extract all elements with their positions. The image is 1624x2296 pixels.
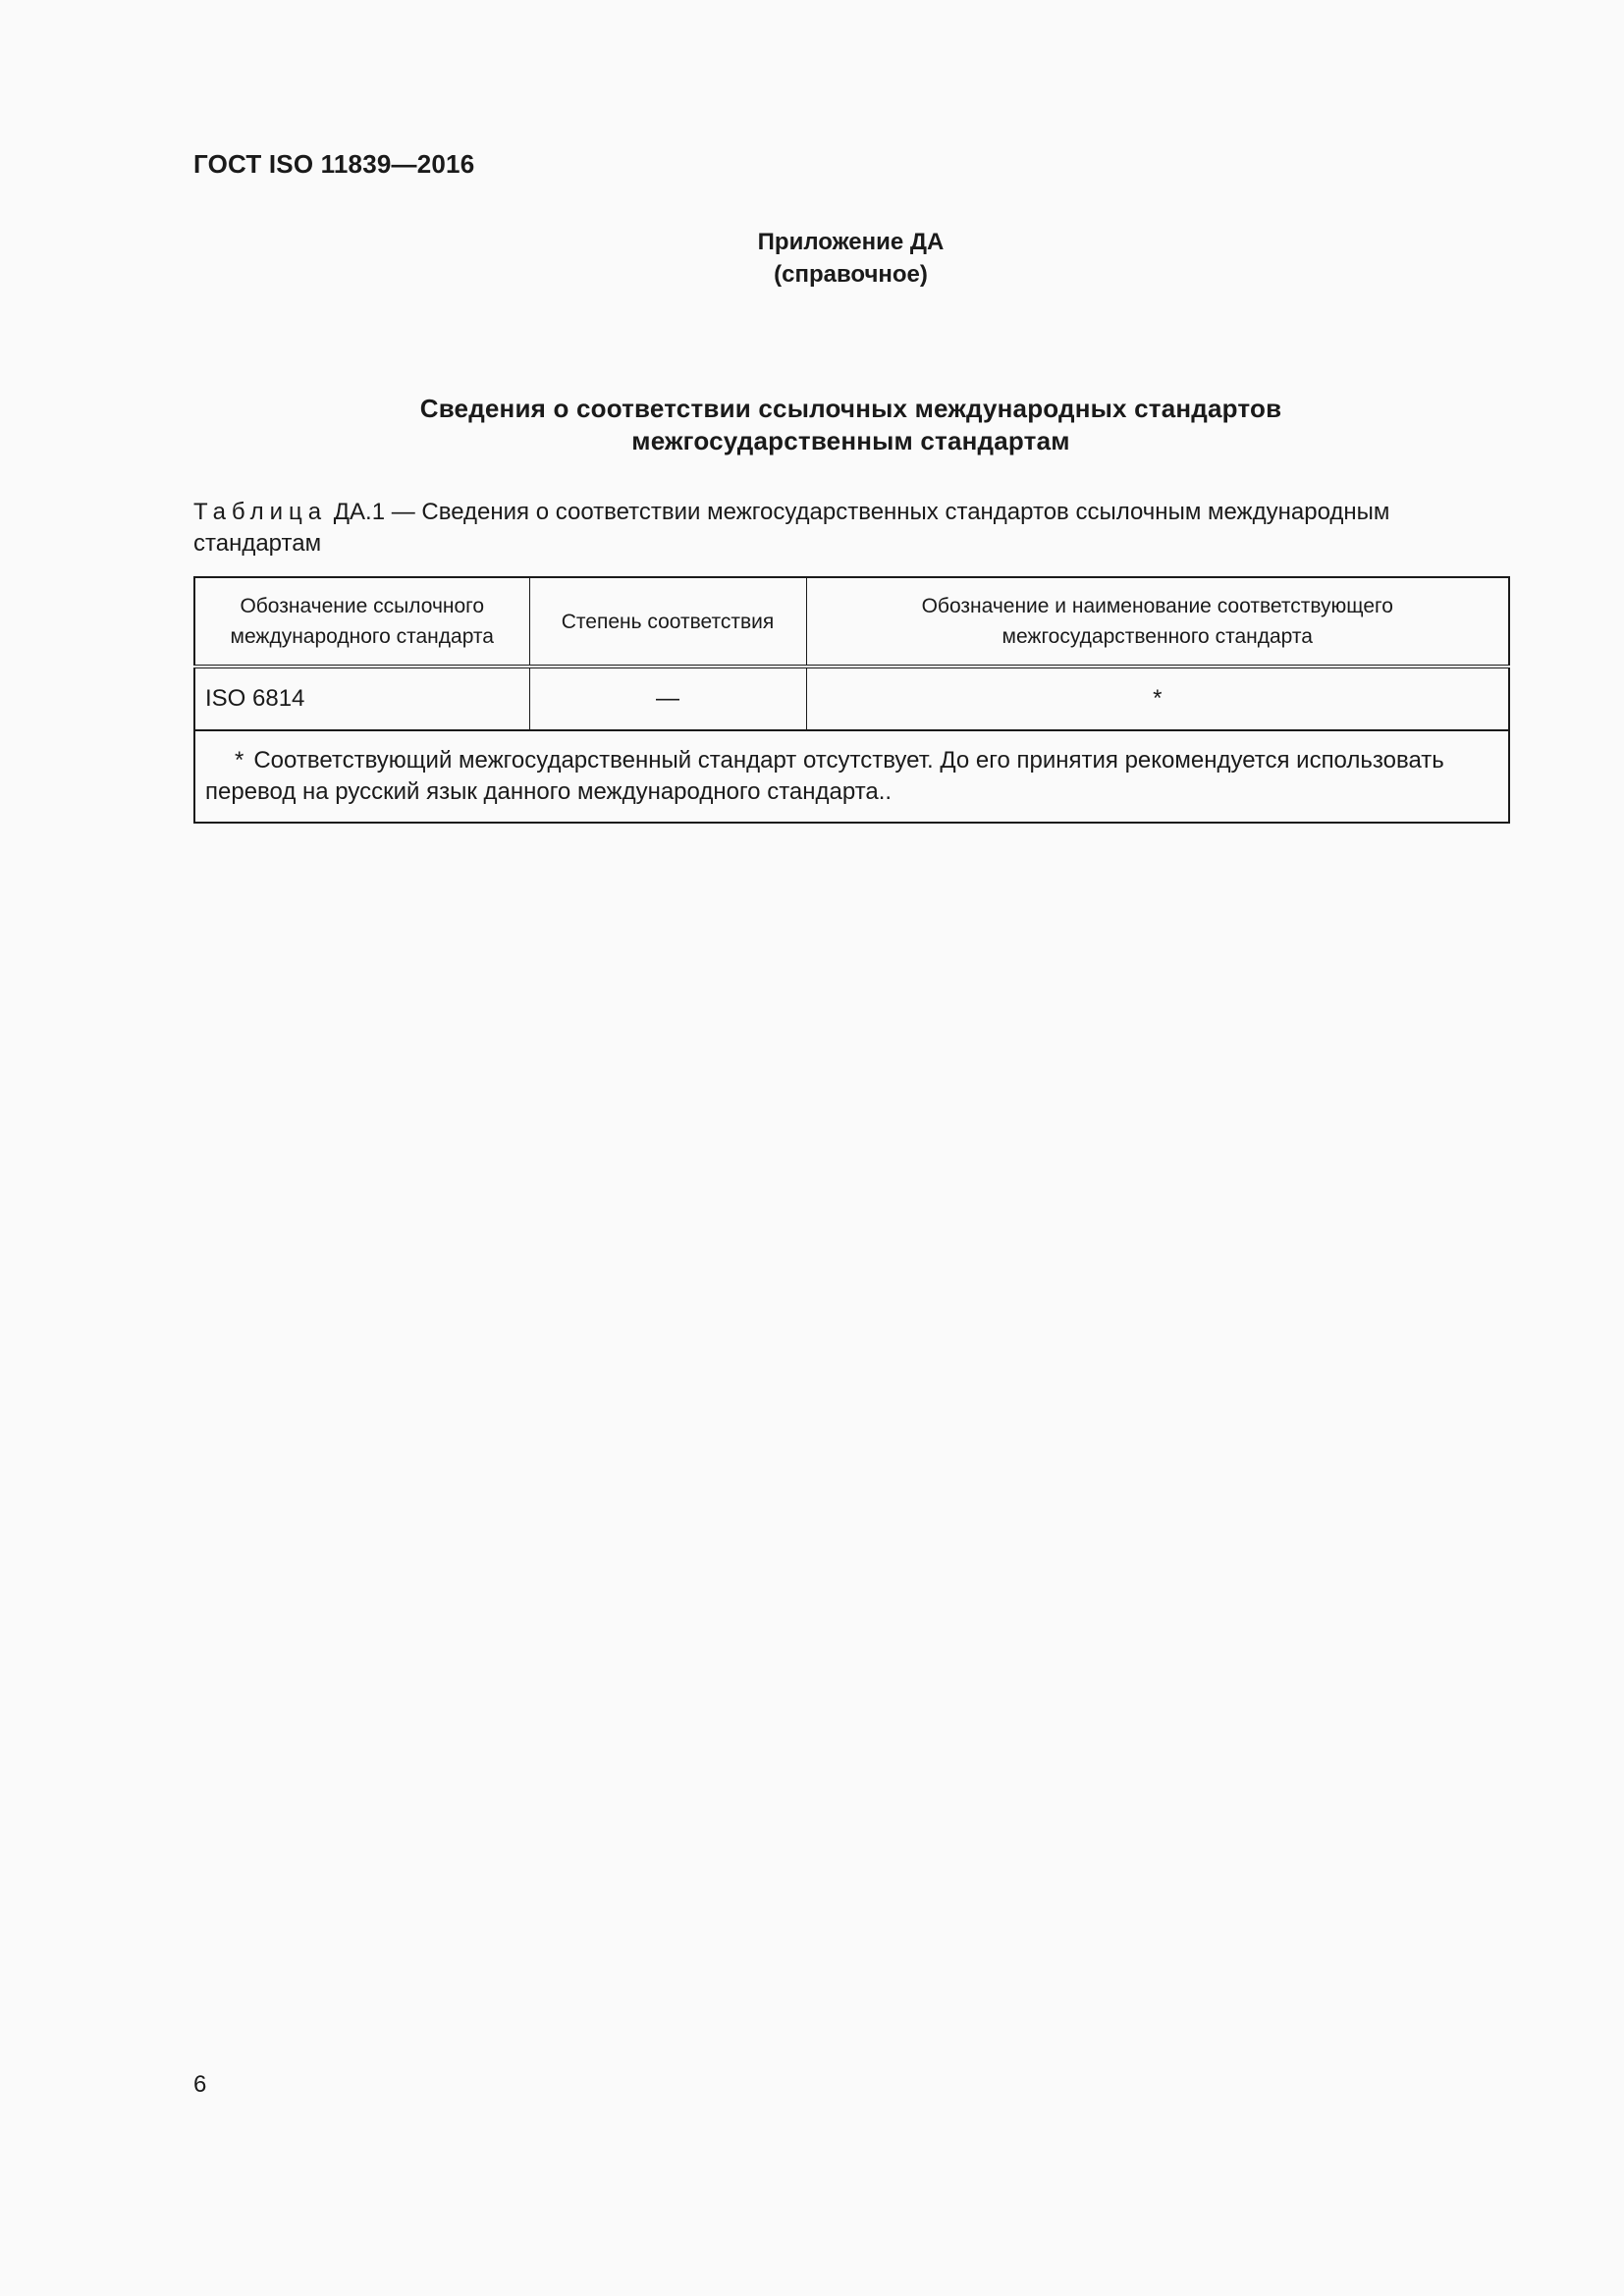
table-caption bbox=[193, 497, 1508, 560]
cell-interstate-standard: * bbox=[806, 667, 1509, 730]
table-caption-label: Таблица bbox=[193, 499, 328, 525]
table-caption-text: ДА.1 — Сведения о соответствии межгосударственных стандартов ссылочным международным стандартам bbox=[193, 499, 1390, 557]
section-title-line-2: межгосударственным стандартам bbox=[631, 426, 1070, 455]
table-note-row bbox=[194, 730, 1509, 823]
header-interstate-standard: Обозначение и наименование соответствующего межгосударственного стандарта bbox=[806, 577, 1509, 667]
section-title-line-1: Сведения о соответствии ссылочных международных стандартов bbox=[419, 394, 1282, 423]
header-international-standard: Обозначение ссылочного международного стандарта bbox=[194, 577, 529, 667]
appendix-subtitle: (справочное) bbox=[774, 261, 928, 288]
table-row bbox=[194, 667, 1509, 730]
note-text: Соответствующий межгосударственный стандарт отсутствует. До его принятия рекомендуется использовать перевод на русский язык данного международного стандарта.. bbox=[205, 747, 1444, 805]
cell-international-standard: ISO 6814 bbox=[194, 667, 529, 730]
appendix-heading bbox=[193, 226, 1508, 291]
page-number: 6 bbox=[193, 2071, 207, 2098]
table-note bbox=[194, 730, 1509, 823]
header-degree-of-conformity: Степень соответствия bbox=[529, 577, 806, 667]
document-code: ГОСТ ISO 11839—2016 bbox=[193, 149, 475, 179]
section-title bbox=[193, 393, 1508, 457]
reference-standards-table bbox=[193, 576, 1510, 824]
table-header-row bbox=[194, 577, 1509, 667]
cell-degree-of-conformity: — bbox=[529, 667, 806, 730]
appendix-title: Приложение ДА bbox=[757, 229, 945, 255]
note-marker: * bbox=[235, 747, 244, 774]
